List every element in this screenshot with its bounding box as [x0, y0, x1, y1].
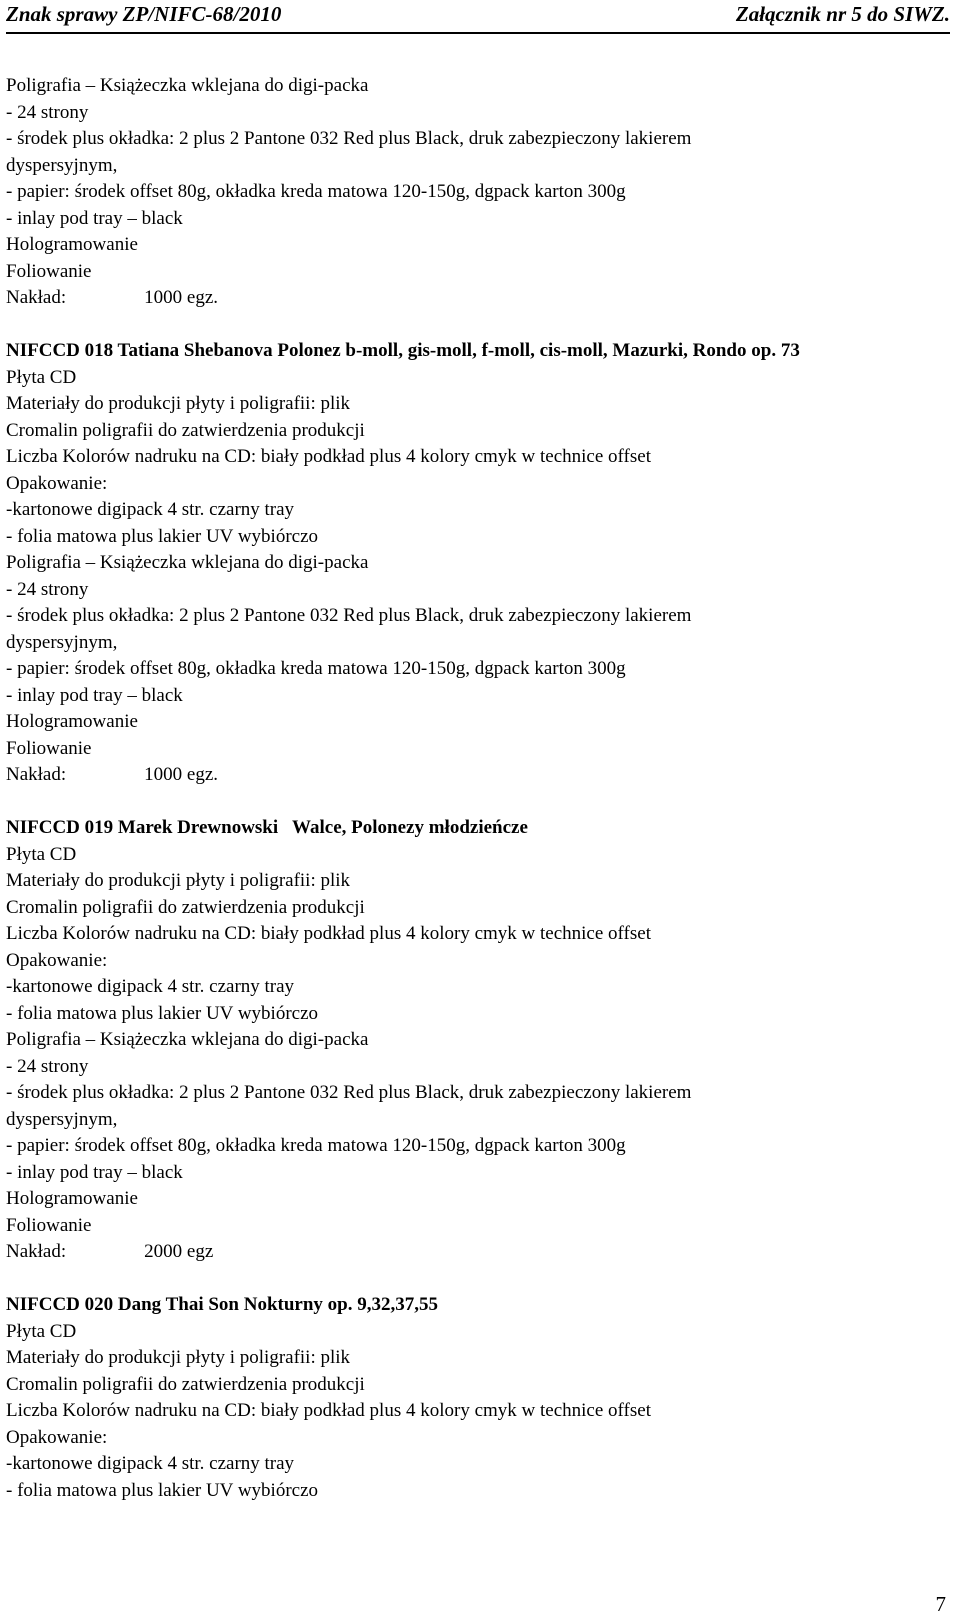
text-line: Płyta CD — [6, 1320, 77, 1342]
naklad-label: Nakład: — [6, 764, 67, 785]
naklad-value: 1000 egz. — [144, 287, 219, 308]
text-line: Hologramowanie — [6, 711, 138, 732]
text-line: Materiały do produkcji płyty i poligrafii: plik — [6, 1347, 351, 1368]
item-title: NIFCCD 019 Marek Drewnowski Walce, Polonezy młodzieńcze — [6, 817, 528, 838]
text-line: - inlay pod tray – black — [6, 1161, 183, 1183]
text-line: - środek plus okładka: 2 plus 2 Pantone 032 Red plus Black, druk zabezpieczony lakierem — [6, 128, 692, 149]
text-line: -kartonowe digipack 4 str. czarny tray — [6, 499, 295, 520]
text-line: dyspersyjnym, — [6, 631, 118, 653]
text-line: Liczba Kolorów nadruku na CD: biały podkład plus 4 kolory cmyk w technice offset — [6, 446, 651, 467]
text-line: Foliowanie — [6, 1214, 92, 1236]
text-line: Cromalin poligrafii do zatwierdzenia produkcji — [6, 1373, 365, 1395]
text-line: Liczba Kolorów nadruku na CD: biały podkład plus 4 kolory cmyk w technice offset — [6, 1400, 651, 1421]
text-line: - folia matowa plus lakier UV wybiórczo — [6, 525, 319, 547]
text-line: Poligrafia – Książeczka wklejana do digi-packa — [6, 552, 369, 573]
case-number: Znak sprawy ZP/NIFC-68/2010 — [6, 2, 282, 26]
text-line: -kartonowe digipack 4 str. czarny tray — [6, 1453, 295, 1474]
page-header — [6, 2, 950, 34]
text-line: Cromalin poligrafii do zatwierdzenia produkcji — [6, 896, 365, 918]
text-line: - papier: środek offset 80g, okładka kreda matowa 120-150g, dgpack karton 300g — [6, 658, 626, 679]
intro-section — [6, 73, 950, 312]
text-line: - inlay pod tray – black — [6, 207, 183, 229]
text-line: Foliowanie — [6, 260, 92, 282]
text-line: - środek plus okładka: 2 plus 2 Pantone 032 Red plus Black, druk zabezpieczony lakierem — [6, 1082, 692, 1103]
naklad-line — [6, 762, 950, 789]
text-line: - folia matowa plus lakier UV wybiórczo — [6, 1002, 319, 1024]
item-018 — [6, 338, 950, 789]
text-line: -kartonowe digipack 4 str. czarny tray — [6, 976, 295, 997]
text-line: dyspersyjnym, — [6, 154, 118, 176]
naklad-value: 2000 egz — [144, 1241, 214, 1262]
text-line: Cromalin poligrafii do zatwierdzenia produkcji — [6, 419, 365, 441]
text-line: Hologramowanie — [6, 234, 138, 255]
text-line: Hologramowanie — [6, 1188, 138, 1209]
document-body — [6, 73, 950, 1504]
text-line: Opakowanie: — [6, 1426, 108, 1448]
text-line: - 24 strony — [6, 101, 89, 123]
attachment-label: Załącznik nr 5 do SIWZ. — [735, 2, 950, 26]
text-line: - papier: środek offset 80g, okładka kreda matowa 120-150g, dgpack karton 300g — [6, 181, 626, 202]
text-line: - folia matowa plus lakier UV wybiórczo — [6, 1479, 319, 1501]
naklad-label: Nakład: — [6, 1241, 67, 1262]
item-title: NIFCCD 020 Dang Thai Son Nokturny op. 9,32,37,55 — [6, 1294, 438, 1315]
text-line: Materiały do produkcji płyty i poligrafii: plik — [6, 393, 351, 414]
item-020 — [6, 1292, 950, 1504]
item-019 — [6, 815, 950, 1266]
text-line: Płyta CD — [6, 366, 77, 388]
text-line: - 24 strony — [6, 1055, 89, 1077]
text-line: Opakowanie: — [6, 472, 108, 494]
naklad-line — [6, 1239, 950, 1266]
item-title: NIFCCD 018 Tatiana Shebanova Polonez b-moll, gis-moll, f-moll, cis-moll, Mazurki, Rondo op. 73 — [6, 340, 800, 361]
text-line: - inlay pod tray – black — [6, 684, 183, 706]
naklad-label: Nakład: — [6, 287, 67, 308]
text-line: Płyta CD — [6, 843, 77, 865]
text-line: Foliowanie — [6, 737, 92, 759]
text-line: - papier: środek offset 80g, okładka kreda matowa 120-150g, dgpack karton 300g — [6, 1135, 626, 1156]
text-line: Opakowanie: — [6, 949, 108, 971]
text-line: Liczba Kolorów nadruku na CD: biały podkład plus 4 kolory cmyk w technice offset — [6, 923, 651, 944]
naklad-line — [6, 285, 950, 312]
page-number: 7 — [935, 1592, 946, 1616]
text-line: - środek plus okładka: 2 plus 2 Pantone 032 Red plus Black, druk zabezpieczony lakierem — [6, 605, 692, 626]
text-line: Poligrafia – Książeczka wklejana do digi-packa — [6, 75, 369, 96]
text-line: dyspersyjnym, — [6, 1108, 118, 1130]
naklad-value: 1000 egz. — [144, 764, 219, 785]
text-line: Poligrafia – Książeczka wklejana do digi-packa — [6, 1029, 369, 1050]
text-line: Materiały do produkcji płyty i poligrafii: plik — [6, 870, 351, 891]
text-line: - 24 strony — [6, 578, 89, 600]
